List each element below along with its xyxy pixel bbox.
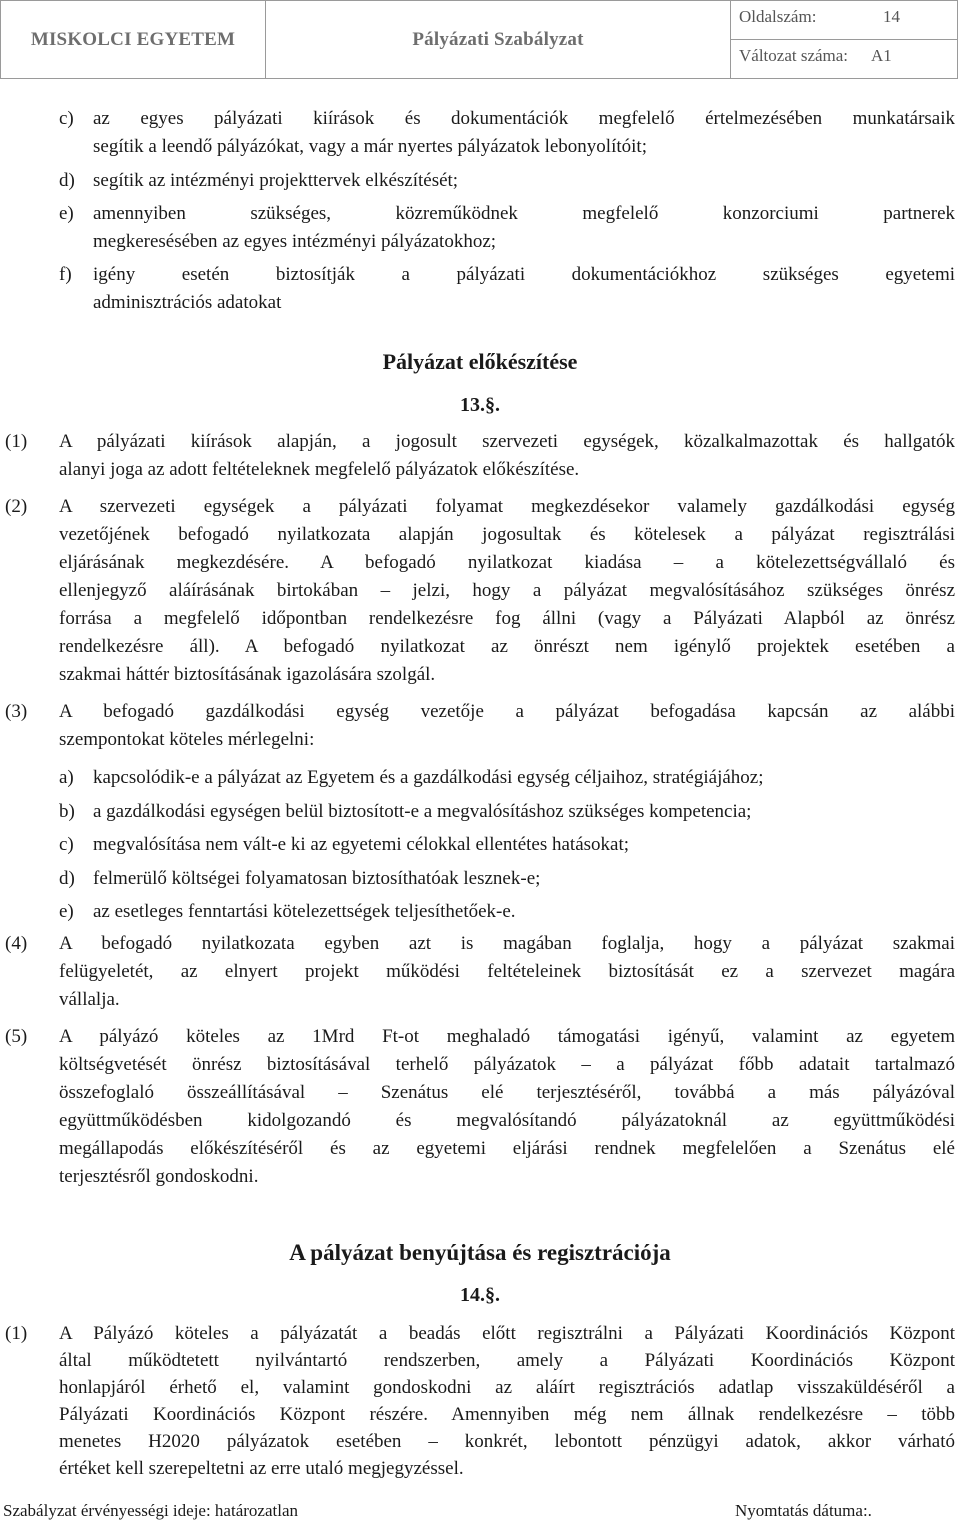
institution-name: MISKOLCI EGYETEM bbox=[30, 29, 236, 50]
paragraph-line: A Pályázó köteles a pályázatát a beadás előtt regisztrálni a Pályázati Koordinációs Központ bbox=[59, 1323, 955, 1344]
header-title-cell bbox=[266, 1, 731, 78]
page-number-row bbox=[731, 1, 957, 40]
paragraph-line: szempontokat köteles mérlegelni: bbox=[59, 729, 315, 750]
list-item: felmerülő költségei folyamatosan biztosíthatóak lesznek-e; bbox=[93, 868, 541, 889]
version-value: A1 bbox=[871, 46, 892, 65]
page-header bbox=[0, 0, 958, 79]
section-14-number: 14.§. bbox=[460, 1284, 500, 1306]
paragraph-marker: (1) bbox=[5, 431, 28, 452]
page-number-label: Oldalszám: bbox=[739, 7, 817, 26]
section-14-title: A pályázat benyújtása és regisztrációja bbox=[289, 1240, 671, 1265]
paragraph-line: forrása a megfelelő időpontban rendelkezésre fog állni (vagy a Pályázati Alapból az önrész bbox=[59, 608, 955, 629]
paragraph-line: A befogadó nyilatkozata egyben azt is magában foglalja, hogy a pályázat szakmai bbox=[59, 933, 955, 954]
paragraph-line: Pályázati Koordinációs Központ részére. Amennyiben még nem állnak rendelkezésre – több bbox=[59, 1404, 955, 1425]
list-item-c-line: az egyes pályázati kiírások és dokumentációk megfelelő értelmezésében munkatársaik bbox=[93, 108, 955, 129]
list-marker: c) bbox=[59, 108, 74, 129]
paragraph-marker: (3) bbox=[5, 701, 28, 722]
paragraph-marker: (5) bbox=[5, 1026, 28, 1047]
paragraph-line: eljárásának megkezdésére. A befogadó nyilatkozat kiadása – a kötelezettségvállaló és bbox=[59, 552, 955, 573]
paragraph-line: felügyeletét, az elnyert projekt működési feltételeinek biztosítását ez a szervezet magára bbox=[59, 961, 955, 982]
paragraph-marker: (1) bbox=[5, 1323, 28, 1344]
list-marker: e) bbox=[59, 203, 74, 224]
list-item-c-line: segítik a leendő pályázókat, vagy a már nyertes pályázatok lebonyolítóit; bbox=[93, 136, 647, 157]
version-row bbox=[731, 40, 957, 78]
paragraph-marker: (4) bbox=[5, 933, 28, 954]
list-item: kapcsolódik-e a pályázat az Egyetem és a gazdálkodási egység céljaihoz, stratégiájához; bbox=[93, 767, 764, 788]
paragraph-line: értéket kell szerepeltetni az erre utaló megjegyzéssel. bbox=[59, 1458, 464, 1479]
footer-validity: Szabályzat érvényességi ideje: határozatlan bbox=[3, 1501, 298, 1520]
paragraph-line: A szervezeti egységek a pályázati folyamat megkezdésekor valamely gazdálkodási egység bbox=[59, 496, 955, 517]
paragraph-line: A befogadó gazdálkodási egység vezetője a pályázat befogadása kapcsán az alábbi bbox=[59, 701, 955, 722]
paragraph-line: megállapodás előkészítéséről és az egyetemi eljárási rendnek megfelelően a Szenátus elé bbox=[59, 1138, 955, 1159]
paragraph-line: összefoglaló összeállításával – Szenátus elé terjesztéséről, továbbá a más pályázóval bbox=[59, 1082, 955, 1103]
list-item-d-line: segítik az intézményi projekttervek elkészítését; bbox=[93, 170, 459, 191]
list-marker: a) bbox=[59, 767, 74, 788]
version-label: Változat száma: bbox=[739, 46, 849, 65]
paragraph-line: költségvetését önrész biztosításával terhelő pályázatok – a pályázat főbb adatait tartalmazó bbox=[59, 1054, 955, 1075]
list-item-e-line: amennyiben szükséges, közreműködnek megfelelő konzorciumi partnerek bbox=[93, 203, 955, 224]
list-item-e-line: megkeresésében az egyes intézményi pályázatokhoz; bbox=[93, 231, 497, 252]
header-meta-cell bbox=[731, 1, 957, 78]
footer-print-date: Nyomtatás dátuma:. bbox=[735, 1501, 872, 1520]
header-institution-cell bbox=[1, 1, 266, 78]
paragraph-line: A pályázó köteles az 1Mrd Ft-ot meghaladó támogatási igényű, valamint az egyetem bbox=[59, 1026, 955, 1047]
list-marker: d) bbox=[59, 868, 75, 889]
paragraph-line: alanyi joga az adott feltételeknek megfelelő pályázatok előkészítése. bbox=[59, 459, 580, 480]
paragraph-line: által működtetett nyilvántartó rendszerben, amely a Pályázati Koordinációs Központ bbox=[59, 1350, 955, 1371]
list-marker: d) bbox=[59, 170, 75, 191]
paragraph-line: szakmai háttér biztosításának igazolására szolgál. bbox=[59, 664, 436, 685]
list-marker: e) bbox=[59, 901, 74, 922]
list-item-f-line: igény esetén biztosítják a pályázati dokumentációkhoz szükséges egyetemi bbox=[93, 264, 955, 285]
paragraph-line: vállalja. bbox=[59, 989, 120, 1010]
paragraph-line: A pályázati kiírások alapján, a jogosult szervezeti egységek, közalkalmazottak és hallgatók bbox=[59, 431, 955, 452]
list-marker: b) bbox=[59, 801, 75, 822]
paragraph-line: együttműködésben kidolgozandó és megvalósítandó pályázatoknál az együttműködési bbox=[59, 1110, 955, 1131]
section-13-title: Pályázat előkészítése bbox=[382, 349, 578, 374]
section-13-number: 13.§. bbox=[460, 394, 500, 416]
paragraph-line: honlapjáról érhető el, valamint gondoskodni az aláírt regisztrációs adatlap visszaküldéséről a bbox=[59, 1377, 955, 1398]
list-marker: f) bbox=[59, 264, 72, 285]
paragraph-line: rendelkezésre áll). A befogadó nyilatkozat az önrészt nem igénylő projektek esetében a bbox=[59, 636, 955, 657]
list-item: megvalósítása nem vált-e ki az egyetemi célokkal ellentétes hatásokat; bbox=[93, 834, 630, 855]
page-number-value: 14 bbox=[883, 7, 900, 26]
paragraph-line: terjesztésről gondoskodni. bbox=[59, 1166, 259, 1187]
list-item-f-line: adminisztrációs adatokat bbox=[93, 292, 282, 313]
list-marker: c) bbox=[59, 834, 74, 855]
list-item: az esetleges fenntartási kötelezettségek teljesíthetőek-e. bbox=[93, 901, 516, 922]
list-item: a gazdálkodási egységen belül biztosított-e a megvalósításhoz szükséges kompetencia; bbox=[93, 801, 752, 822]
paragraph-line: vezetőjének befogadó nyilatkozata alapján jogosultak és kötelesek a pályázat regisztrálási bbox=[59, 524, 955, 545]
paragraph-line: ellenjegyző aláírásának birtokában – jelzi, hogy a pályázat megvalósításához szükséges önrész bbox=[59, 580, 955, 601]
paragraph-line: menetes H2020 pályázatok esetében – konkrét, lebontott pénzügyi adatok, akkor várható bbox=[59, 1431, 955, 1452]
document-title: Pályázati Szabályzat bbox=[412, 29, 584, 50]
paragraph-marker: (2) bbox=[5, 496, 28, 517]
